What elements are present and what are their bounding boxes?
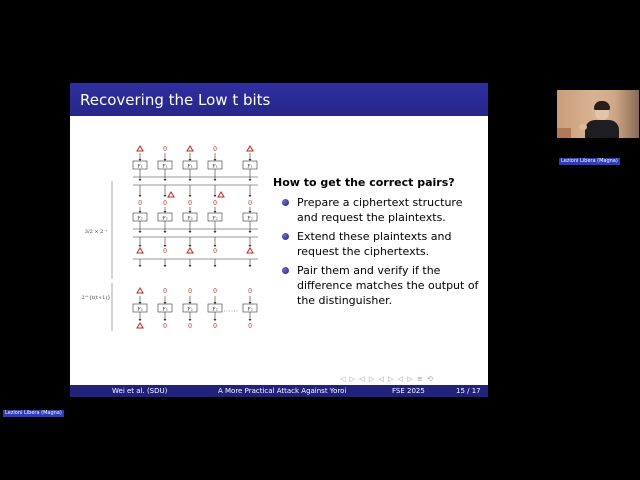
wire-arrow [139, 211, 142, 213]
difference-triangle [218, 192, 224, 197]
zero-difference: 0 [163, 200, 167, 207]
zero-difference: 0 [213, 288, 217, 295]
zero-difference: 0 [213, 323, 217, 330]
slide [70, 83, 488, 397]
wire-arrow [139, 231, 142, 233]
zero-difference: 0 [163, 248, 167, 255]
f-box-label: F₁ [162, 163, 168, 170]
zero-difference: 0 [188, 200, 192, 207]
zero-difference: 0 [248, 288, 252, 295]
wire-arrow [164, 265, 167, 267]
probability-label-1: 3/2 × 2⁻ᵗ [84, 229, 108, 235]
wire-arrow [139, 319, 142, 321]
bullet-icon [282, 233, 289, 240]
wire-arrow [249, 195, 252, 197]
difference-triangle [187, 248, 193, 253]
wire-arrow [249, 159, 252, 161]
zero-difference: 0 [163, 323, 167, 330]
wire-arrow [249, 319, 252, 321]
wire-arrow [214, 265, 217, 267]
footer-author: Wei et al. (SDU) [112, 387, 168, 395]
zero-difference: 0 [138, 200, 142, 207]
footer-talk-title: A More Practical Attack Against Yoroi [218, 387, 347, 395]
wire-arrow [214, 211, 217, 213]
difference-triangle [247, 248, 253, 253]
wire-arrow [249, 265, 252, 267]
wire-arrow [189, 179, 192, 181]
zero-difference: 0 [163, 146, 167, 153]
wire-arrow [139, 245, 142, 247]
slide-content [273, 176, 483, 312]
wire-arrow [164, 159, 167, 161]
beamer-nav-icons[interactable]: ◁ ▷ ◁ ▷ ◁ ▷ ◁ ▷ ≡ ⟲ [340, 375, 434, 383]
wire-arrow [249, 211, 252, 213]
desk-object [557, 128, 571, 138]
bullet-text: Pair them and verify if the difference matches the output of the distinguisher. [297, 264, 479, 307]
bullet-list [273, 195, 483, 308]
wire-arrow [139, 265, 142, 267]
f-box-label: F₂ [247, 215, 253, 222]
question-text: How to get the correct pairs? [273, 176, 455, 189]
zero-difference: 0 [248, 323, 252, 330]
slide-header [70, 83, 488, 116]
wire-arrow [249, 179, 252, 181]
participant-video[interactable] [557, 90, 639, 138]
probability-label-2: 2^{t(t+1)} [81, 295, 111, 301]
bullet-item [273, 263, 483, 308]
wire-arrow [189, 159, 192, 161]
slide-footer [70, 385, 488, 397]
wire-arrow [214, 159, 217, 161]
slide-title: Recovering the Low t bits [80, 91, 271, 109]
wire-arrow [139, 159, 142, 161]
f-box-label: F₂ [137, 215, 143, 222]
bullet-icon [282, 199, 289, 206]
wire-arrow [164, 245, 167, 247]
difference-triangle [247, 146, 253, 151]
wire-arrow [189, 231, 192, 233]
bullet-text: Extend these plaintexts and request the ciphertexts. [297, 230, 452, 258]
footer-venue: FSE 2025 [392, 387, 425, 395]
f-box-label: F₂ [247, 306, 253, 313]
wire-arrow [164, 195, 167, 197]
f-box-label: F₂ [137, 306, 143, 313]
difference-triangle [187, 146, 193, 151]
wire-arrow [214, 195, 217, 197]
f-box-label: F₁ [247, 163, 253, 170]
zero-difference: 0 [163, 288, 167, 295]
wire-arrow [164, 319, 167, 321]
wire-arrow [189, 245, 192, 247]
person-hand [579, 124, 587, 130]
wire-arrow [189, 265, 192, 267]
wire-arrow [214, 245, 217, 247]
f-box-label: F₂ [212, 306, 218, 313]
zero-difference: 0 [213, 146, 217, 153]
zero-difference: 0 [188, 323, 192, 330]
difference-triangle [168, 192, 174, 197]
wire-arrow [249, 231, 252, 233]
f-box-label: F₂ [187, 306, 193, 313]
bullet-item [273, 195, 483, 225]
footer-page-number: 15 / 17 [456, 387, 481, 395]
wire-arrow [214, 231, 217, 233]
wire-arrow [164, 179, 167, 181]
f-box-label: F₁ [212, 163, 218, 170]
wire-arrow [249, 245, 252, 247]
bullet-text: Prepare a ciphertext structure and request the plaintexts. [297, 196, 463, 224]
wire-arrow [214, 319, 217, 321]
wire-arrow [189, 195, 192, 197]
f-box-label: F₂ [162, 306, 168, 313]
f-box-label: F₂ [162, 215, 168, 222]
cipher-diagram [78, 141, 268, 373]
difference-triangle [137, 323, 143, 328]
bullet-icon [282, 267, 289, 274]
f-box-label: F₁ [137, 163, 143, 170]
zero-difference: 0 [213, 200, 217, 207]
wire-arrow [189, 319, 192, 321]
participant-name-label: Lezioni Libera (Magna) [561, 158, 618, 164]
difference-triangle [137, 288, 143, 293]
wire-arrow [189, 211, 192, 213]
person-hair [594, 101, 610, 110]
f-box-label: F₂ [187, 215, 193, 222]
bullet-item [273, 229, 483, 259]
zero-difference: 0 [213, 248, 217, 255]
zero-difference: 0 [248, 200, 252, 207]
wire-arrow [139, 195, 142, 197]
wire-arrow [164, 231, 167, 233]
difference-triangle [137, 248, 143, 253]
wire-arrow [214, 179, 217, 181]
f-box-label: F₁ [187, 163, 193, 170]
f-box-label: F₂ [212, 215, 218, 222]
difference-triangle [137, 146, 143, 151]
person-body [585, 120, 619, 138]
zero-difference: 0 [188, 288, 192, 295]
wire-arrow [139, 179, 142, 181]
local-name-label: Lezioni Libera (Magna) [5, 410, 62, 416]
wire-arrow [164, 211, 167, 213]
